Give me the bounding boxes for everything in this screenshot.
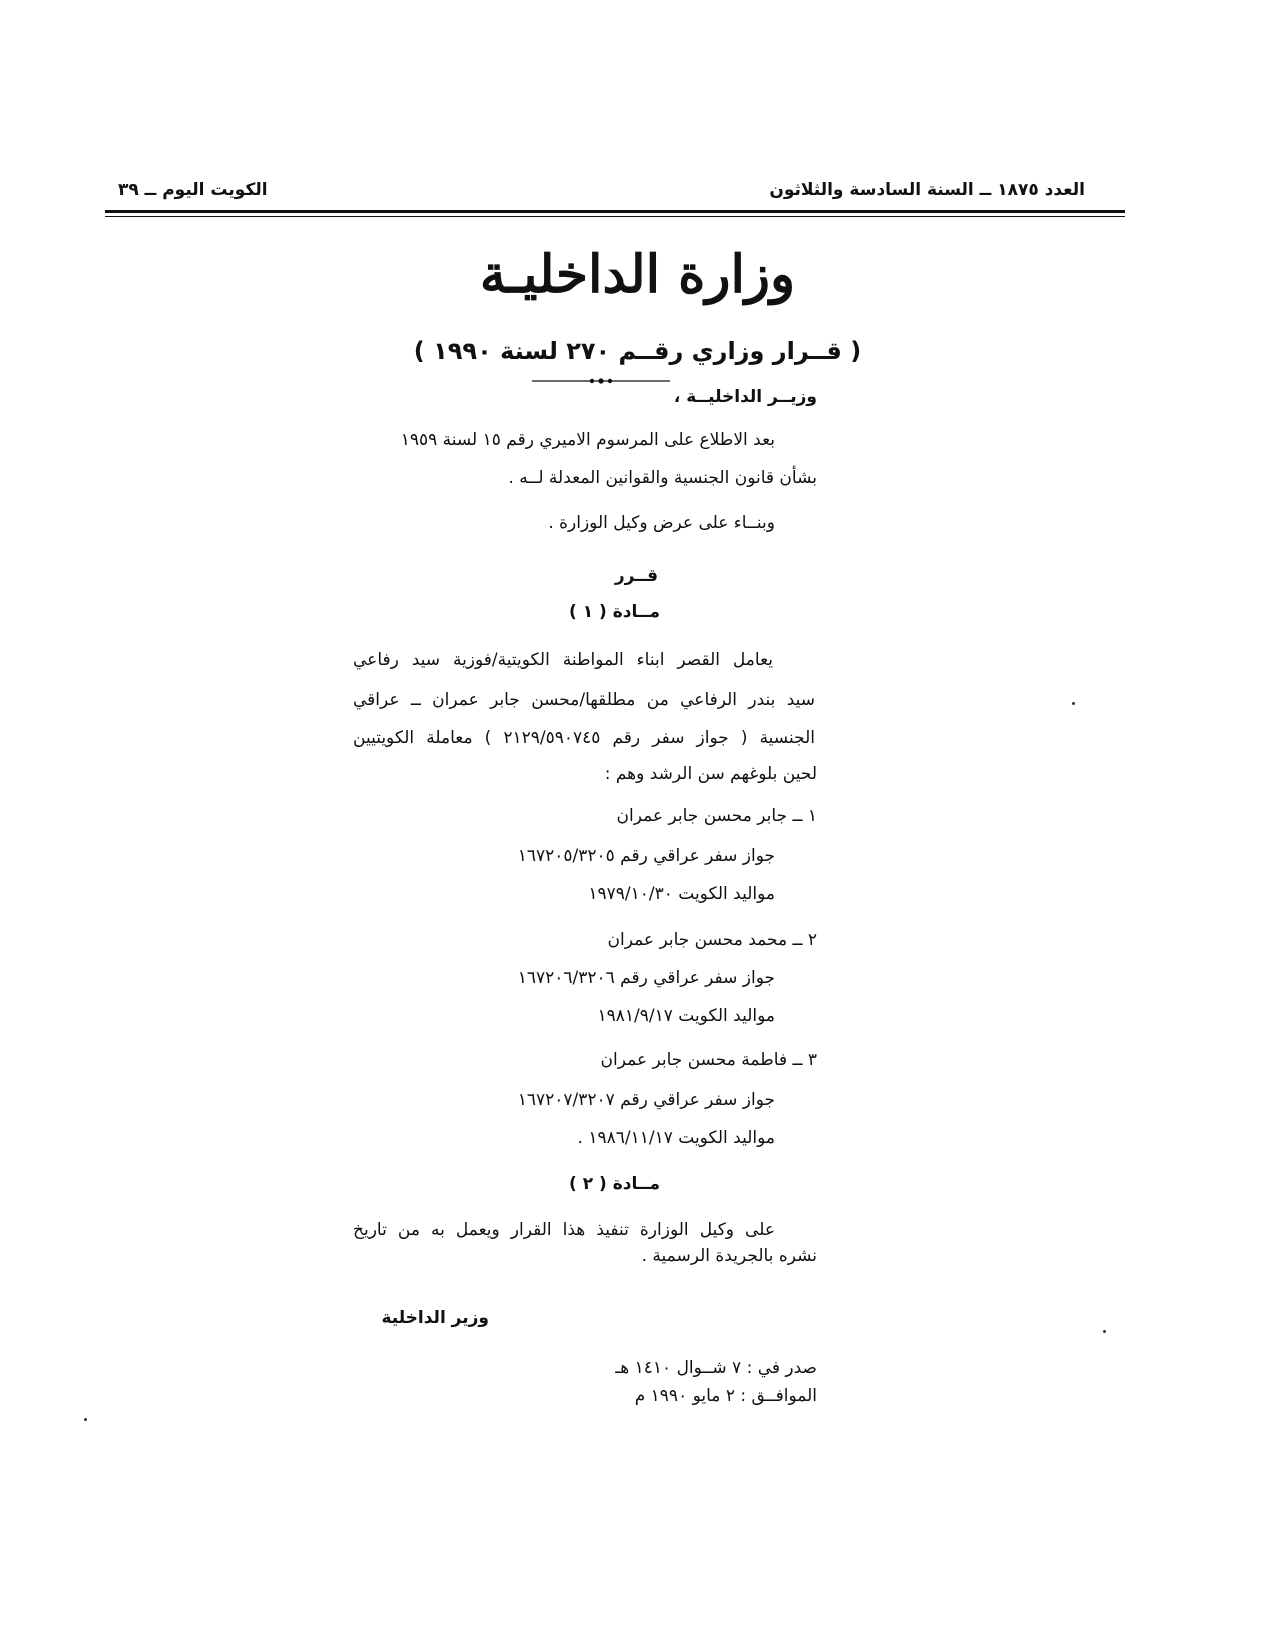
scan-speck	[84, 1418, 87, 1421]
issue-header: العدد ١٨٧٥ ــ السنة السادسة والثلاثون	[769, 180, 1085, 200]
article-1-line-3: الجنسية ( جواز سفر رقم ٢١٢٩/٥٩٠٧٤٥ ) معاملة الكويتيين	[353, 728, 815, 748]
article-2-heading: مــادة ( ٢ )	[569, 1174, 660, 1194]
article-1-line-4: لحين بلوغهم سن الرشد وهم :	[604, 764, 817, 784]
child-3-name: ٣ ــ فاطمة محسن جابر عمران	[600, 1050, 817, 1070]
page-header: الكويت اليوم ــ ٣٩	[118, 180, 268, 200]
child-3-birth: مواليد الكويت ١٩٨٦/١١/١٧ .	[577, 1128, 775, 1148]
article-1-heading: مــادة ( ١ )	[569, 602, 660, 622]
article-2-line-1: على وكيل الوزارة تنفيذ هذا القرار ويعمل به من تاريخ	[353, 1220, 775, 1240]
header-rule	[105, 210, 1125, 213]
preamble-line-3: وبنــاء على عرض وكيل الوزارة .	[548, 513, 775, 533]
minister-signature: وزير الداخلية	[381, 1308, 489, 1328]
article-1-line-2: سيد بندر الرفاعي من مطلقها/محسن جابر عمران ــ عراقي	[353, 690, 815, 710]
child-3-passport: جواز سفر عراقي رقم ١٦٧٢٠٧/٣٢٠٧	[517, 1090, 775, 1110]
child-1-passport: جواز سفر عراقي رقم ١٦٧٢٠٥/٣٢٠٥	[517, 846, 775, 866]
issued-date-hijri: صدر في : ٧ شــوال ١٤١٠ هـ	[615, 1358, 817, 1378]
decree-title: ( قــرار وزاري رقــم ٢٧٠ لسنة ١٩٩٠ )	[413, 337, 862, 365]
child-2-passport: جواز سفر عراقي رقم ١٦٧٢٠٦/٣٢٠٦	[517, 968, 775, 988]
scan-speck	[1072, 702, 1075, 705]
issued-date-gregorian: الموافــق : ٢ مايو ١٩٩٠ م	[634, 1386, 817, 1406]
decided-heading: قــرر	[614, 566, 658, 586]
child-2-birth: مواليد الكويت ١٩٨١/٩/١٧	[597, 1006, 775, 1026]
child-1-name: ١ ــ جابر محسن جابر عمران	[616, 806, 817, 826]
addressee: وزيــر الداخليــة ،	[673, 387, 817, 407]
article-1-line-1: يعامل القصر ابناء المواطنة الكويتية/فوزية سيد رفاعي	[353, 650, 773, 670]
child-2-name: ٢ ــ محمد محسن جابر عمران	[607, 930, 817, 950]
preamble-line-2: بشأن قانون الجنسية والقوانين المعدلة لــه .	[508, 468, 817, 488]
preamble-line-1: بعد الاطلاع على المرسوم الاميري رقم ١٥ لسنة ١٩٥٩	[400, 430, 775, 450]
scan-speck	[1103, 1330, 1106, 1333]
article-2-line-2: نشره بالجريدة الرسمية .	[641, 1246, 817, 1266]
ministry-title: وزارة الداخليـة	[479, 244, 796, 305]
header-rule-thin	[105, 216, 1125, 217]
child-1-birth: مواليد الكويت ١٩٧٩/١٠/٣٠	[588, 884, 775, 904]
ornament-divider	[532, 376, 670, 386]
